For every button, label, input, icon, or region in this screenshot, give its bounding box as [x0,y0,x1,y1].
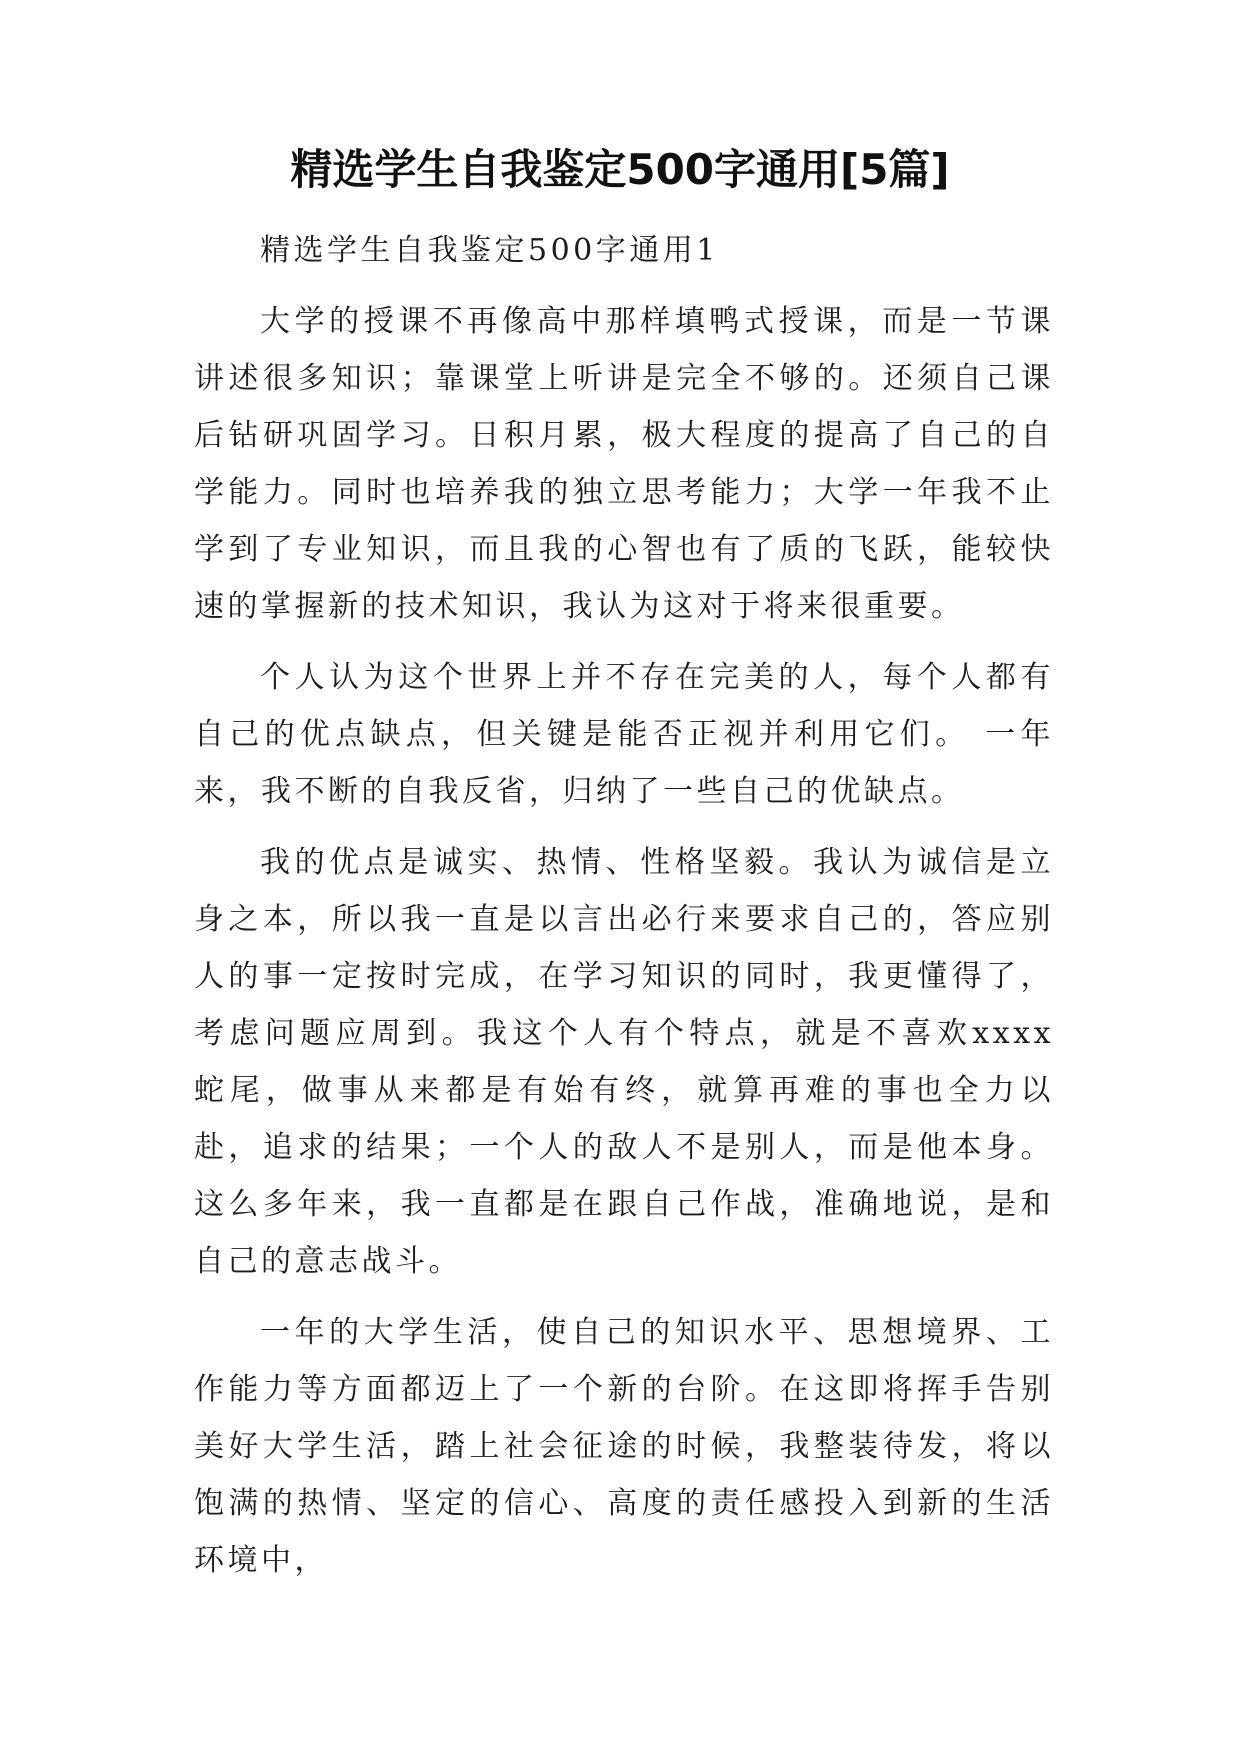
paragraph-3: 我的优点是诚实、热情、性格坚毅。我认为诚信是立身之本，所以我一直是以言出必行来要求自己的，答应别人的事一定按时完成，在学习知识的同时，我更懂得了，考虑问题应周到。我这个人有个特点，就是不喜欢xxxx 蛇尾，做事从来都是有始有终，就算再难的事也全力以赴，追求的结果；一个人的敌人不是别人，而是他本身。这么多年来，我一直都是在跟自己作战，准确地说，是和自己的意志战斗。 [194,845,1054,1279]
document-title: 精选学生自我鉴定500字通用[5篇] [290,145,950,194]
document-body [194,222,1054,1603]
paragraph-1: 大学的授课不再像高中那样填鸭式授课，而是一节课讲述很多知识；靠课堂上听讲是完全不够的。还须自己课后钻研巩固学习。日积月累，极大程度的提高了自己的自学能力。同时也培养我的独立思考能力；大学一年我不止学到了专业知识，而且我的心智也有了质的飞跃，能较快速的掌握新的技术知识，我认为这对于将来很重要。 [194,304,1054,624]
paragraph-4: 一年的大学生活，使自己的知识水平、思想境界、工作能力等方面都迈上了一个新的台阶。在这即将挥手告别美好大学生活，踏上社会征途的时候，我整装待发，将以饱满的热情、坚定的信心、高度的责任感投入到新的生活环境中， [194,1315,1054,1578]
section-heading: 精选学生自我鉴定500字通用1 [260,233,719,268]
paragraph-2: 个人认为这个世界上并不存在完美的人，每个人都有自己的优点缺点，但关键是能否正视并利用它们。 一年来，我不断的自我反省，归纳了一些自己的优缺点。 [194,660,1054,809]
